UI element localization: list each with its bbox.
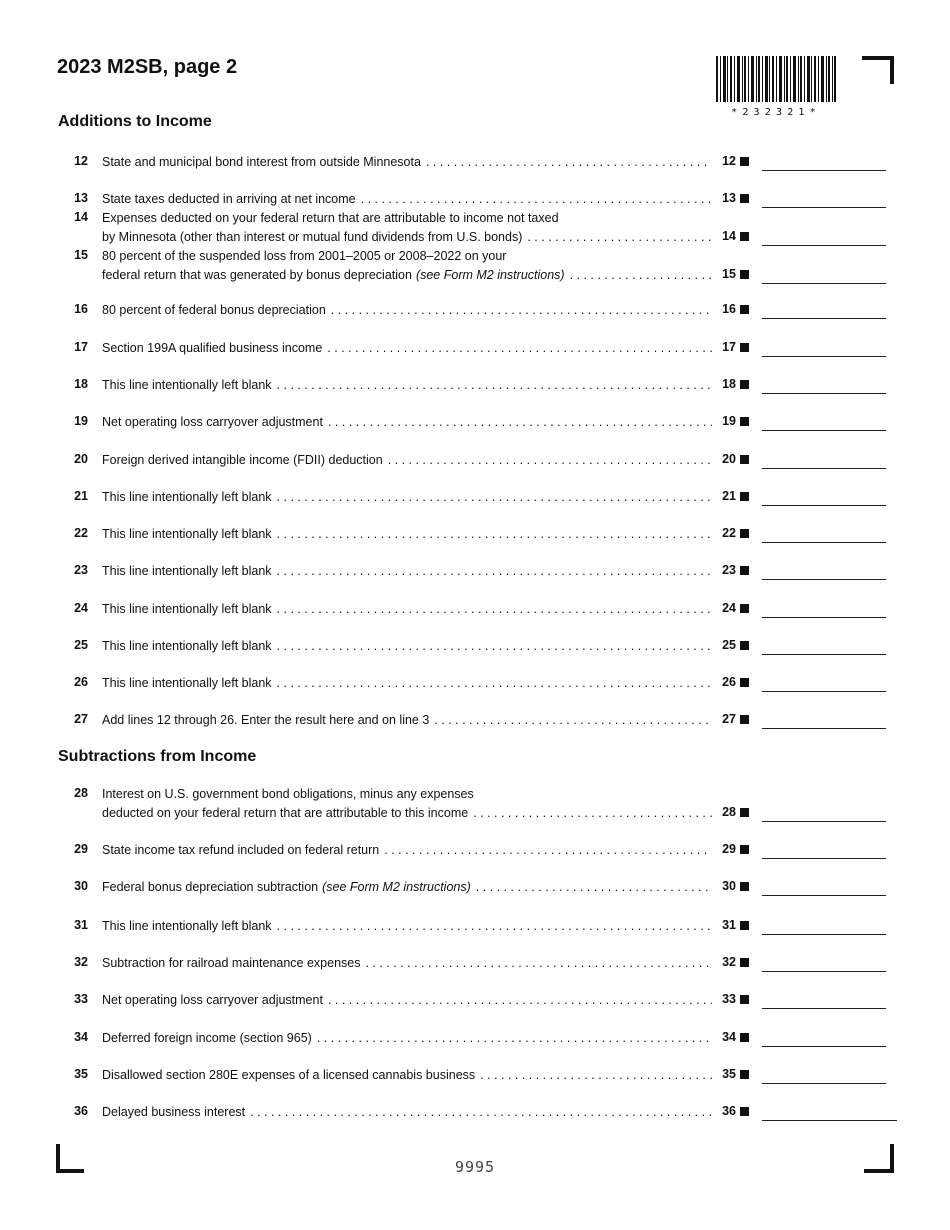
barcode-bars [716, 56, 836, 102]
amount-field-line-22[interactable] [762, 524, 886, 543]
entry-marker-icon [740, 157, 749, 166]
line-number: 33 [74, 992, 88, 1006]
answer-line-number: 31 [722, 918, 736, 932]
amount-field-line-17[interactable] [762, 338, 886, 357]
entry-marker-icon [740, 566, 749, 575]
entry-marker-icon [740, 380, 749, 389]
line-text: Federal bonus depreciation subtraction [102, 880, 319, 894]
answer-line-number: 30 [722, 879, 736, 893]
line-text: Section 199A qualified business income [102, 341, 323, 355]
line-text: Deferred foreign income (section 965) [102, 1031, 312, 1045]
entry-marker-icon [740, 232, 749, 241]
amount-field-line-19[interactable] [762, 412, 886, 431]
line-description [102, 488, 712, 507]
entry-marker-icon [740, 1033, 749, 1042]
entry-marker-icon [740, 995, 749, 1004]
leader-dots [277, 917, 712, 936]
line-description [102, 841, 712, 860]
line-number: 24 [74, 601, 88, 615]
answer-line-number: 28 [722, 805, 736, 819]
amount-field-line-12[interactable] [762, 152, 886, 171]
line-text: This line intentionally left blank [102, 378, 272, 392]
amount-field-line-15[interactable] [762, 265, 886, 284]
leader-dots [476, 878, 712, 897]
entry-marker-icon [740, 455, 749, 464]
answer-line-number: 34 [722, 1030, 736, 1044]
line-text: This line intentionally left blank [102, 602, 272, 616]
line-text: This line intentionally left blank [102, 919, 272, 933]
amount-field-line-28[interactable] [762, 803, 886, 822]
entry-marker-icon [740, 305, 749, 314]
leader-dots [473, 804, 712, 823]
amount-field-line-14[interactable] [762, 227, 886, 246]
amount-field-line-20[interactable] [762, 450, 886, 469]
line-description [102, 376, 712, 395]
line-number: 26 [74, 675, 88, 689]
line-number: 17 [74, 340, 88, 354]
answer-line-number: 35 [722, 1067, 736, 1081]
line-number: 25 [74, 638, 88, 652]
entry-marker-icon [740, 417, 749, 426]
answer-line-number: 25 [722, 638, 736, 652]
leader-dots [328, 991, 712, 1010]
amount-field-line-16[interactable] [762, 300, 886, 319]
line-number: 13 [74, 191, 88, 205]
amount-field-line-13[interactable] [762, 189, 886, 208]
leader-dots [434, 711, 712, 730]
line-text: Add lines 12 through 26. Enter the result here and on line 3 [102, 713, 430, 727]
leader-dots [384, 841, 712, 860]
line-text: State taxes deducted in arriving at net income [102, 192, 356, 206]
answer-line-number: 23 [722, 563, 736, 577]
line-number: 31 [74, 918, 88, 932]
section-heading-additions: Additions to Income [58, 113, 212, 130]
leader-dots [277, 376, 712, 395]
barcode [716, 56, 836, 118]
line-number: 34 [74, 1030, 88, 1044]
leader-dots [277, 600, 712, 619]
line-description [102, 562, 712, 581]
entry-marker-icon [740, 1107, 749, 1116]
leader-dots [250, 1103, 712, 1122]
line-description [102, 301, 712, 320]
leader-dots [277, 488, 712, 507]
line-number: 21 [74, 489, 88, 503]
leader-dots [277, 562, 712, 581]
answer-line-number: 27 [722, 712, 736, 726]
entry-marker-icon [740, 1070, 749, 1079]
answer-line-number: 26 [722, 675, 736, 689]
answer-line-number: 12 [722, 154, 736, 168]
line-description [102, 209, 712, 247]
entry-marker-icon [740, 343, 749, 352]
line-description [102, 153, 712, 172]
entry-marker-icon [740, 921, 749, 930]
leader-dots [317, 1029, 712, 1048]
leader-dots [277, 637, 712, 656]
line-number: 27 [74, 712, 88, 726]
line-text: Disallowed section 280E expenses of a licensed cannabis business [102, 1068, 476, 1082]
line-text: deducted on your federal return that are attributable to this income [102, 806, 469, 820]
amount-field-line-34[interactable] [762, 1028, 886, 1047]
line-instruction-note: (see Form M2 instructions) [322, 880, 471, 894]
answer-line-number: 14 [722, 229, 736, 243]
line-number: 16 [74, 302, 88, 316]
answer-line-number: 20 [722, 452, 736, 466]
line-description [102, 339, 712, 358]
entry-marker-icon [740, 641, 749, 650]
line-text: Net operating loss carryover adjustment [102, 415, 323, 429]
form-number: 9995 [454, 1158, 496, 1176]
line-text: This line intentionally left blank [102, 639, 272, 653]
leader-dots [426, 153, 712, 172]
answer-line-number: 13 [722, 191, 736, 205]
entry-marker-icon [740, 678, 749, 687]
line-description [102, 1029, 712, 1048]
leader-dots [570, 266, 712, 285]
line-number: 32 [74, 955, 88, 969]
line-description [102, 674, 712, 693]
line-description [102, 785, 712, 823]
line-text: Net operating loss carryover adjustment [102, 993, 323, 1007]
line-description [102, 247, 712, 285]
line-number: 18 [74, 377, 88, 391]
answer-line-number: 19 [722, 414, 736, 428]
line-number: 30 [74, 879, 88, 893]
amount-field-line-18[interactable] [762, 375, 886, 394]
leader-dots [328, 413, 712, 432]
entry-marker-icon [740, 270, 749, 279]
leader-dots [388, 451, 712, 470]
amount-field-line-31[interactable] [762, 916, 886, 935]
amount-field-line-30[interactable] [762, 877, 886, 896]
corner-mark-top-right [862, 56, 894, 86]
line-number: 15 [74, 248, 88, 262]
answer-line-number: 21 [722, 489, 736, 503]
amount-field-line-25[interactable] [762, 636, 886, 655]
line-text: federal return that was generated by bonus depreciation [102, 268, 412, 282]
amount-field-line-23[interactable] [762, 561, 886, 580]
answer-line-number: 36 [722, 1104, 736, 1118]
line-text: Delayed business interest [102, 1105, 246, 1119]
entry-marker-icon [740, 808, 749, 817]
leader-dots [277, 525, 712, 544]
entry-marker-icon [740, 492, 749, 501]
line-text: Interest on U.S. government bond obligations, minus any expenses [102, 787, 474, 801]
line-description [102, 1066, 712, 1085]
line-number: 23 [74, 563, 88, 577]
line-description [102, 711, 712, 730]
barcode-text: *232321* [731, 107, 821, 118]
answer-line-number: 29 [722, 842, 736, 856]
line-number: 36 [74, 1104, 88, 1118]
line-number: 19 [74, 414, 88, 428]
line-text: State and municipal bond interest from outside Minnesota [102, 155, 421, 169]
line-description [102, 1103, 712, 1122]
answer-line-number: 24 [722, 601, 736, 615]
page-title: 2023 M2SB, page 2 [57, 56, 238, 78]
entry-marker-icon [740, 882, 749, 891]
section-heading-subtractions: Subtractions from Income [58, 748, 257, 765]
amount-field-line-35[interactable] [762, 1065, 886, 1084]
answer-line-number: 17 [722, 340, 736, 354]
amount-field-line-32[interactable] [762, 953, 886, 972]
answer-line-number: 16 [722, 302, 736, 316]
line-number: 12 [74, 154, 88, 168]
answer-line-number: 15 [722, 267, 736, 281]
line-text: Expenses deducted on your federal return that are attributable to income not taxed [102, 211, 559, 225]
leader-dots [327, 339, 712, 358]
line-description [102, 637, 712, 656]
line-text: by Minnesota (other than interest or mutual fund dividends from U.S. bonds) [102, 230, 523, 244]
line-description [102, 600, 712, 619]
entry-marker-icon [740, 529, 749, 538]
leader-dots [527, 228, 712, 247]
line-description [102, 954, 712, 973]
line-number: 22 [74, 526, 88, 540]
line-text: This line intentionally left blank [102, 490, 272, 504]
leader-dots [361, 190, 712, 209]
line-text: State income tax refund included on federal return [102, 843, 380, 857]
line-number: 29 [74, 842, 88, 856]
line-number: 20 [74, 452, 88, 466]
answer-line-number: 32 [722, 955, 736, 969]
answer-line-number: 33 [722, 992, 736, 1006]
line-description [102, 878, 712, 897]
answer-line-number: 18 [722, 377, 736, 391]
amount-field-line-27[interactable] [762, 710, 886, 729]
amount-field-line-21[interactable] [762, 487, 886, 506]
line-text: This line intentionally left blank [102, 564, 272, 578]
line-text: This line intentionally left blank [102, 527, 272, 541]
line-description [102, 413, 712, 432]
line-description [102, 991, 712, 1010]
line-instruction-note: (see Form M2 instructions) [415, 268, 565, 282]
amount-field-line-24[interactable] [762, 599, 886, 618]
line-description [102, 917, 712, 936]
line-text: 80 percent of the suspended loss from 2001–2005 or 2008–2022 on your [102, 249, 507, 263]
line-text: 80 percent of federal bonus depreciation [102, 303, 326, 317]
entry-marker-icon [740, 845, 749, 854]
line-text: This line intentionally left blank [102, 676, 272, 690]
amount-field-line-26[interactable] [762, 673, 886, 692]
leader-dots [277, 674, 712, 693]
entry-marker-icon [740, 604, 749, 613]
amount-field-line-36[interactable] [762, 1102, 897, 1121]
leader-dots [331, 301, 712, 320]
line-number: 28 [74, 786, 88, 800]
leader-dots [480, 1066, 712, 1085]
leader-dots [365, 954, 712, 973]
amount-field-line-29[interactable] [762, 840, 886, 859]
line-description [102, 525, 712, 544]
line-number: 35 [74, 1067, 88, 1081]
line-number: 14 [74, 210, 88, 224]
line-description [102, 190, 712, 209]
line-text: Subtraction for railroad maintenance expenses [102, 956, 361, 970]
amount-field-line-33[interactable] [762, 990, 886, 1009]
entry-marker-icon [740, 958, 749, 967]
line-description [102, 451, 712, 470]
answer-line-number: 22 [722, 526, 736, 540]
entry-marker-icon [740, 194, 749, 203]
entry-marker-icon [740, 715, 749, 724]
line-text: Foreign derived intangible income (FDII) deduction [102, 453, 383, 467]
